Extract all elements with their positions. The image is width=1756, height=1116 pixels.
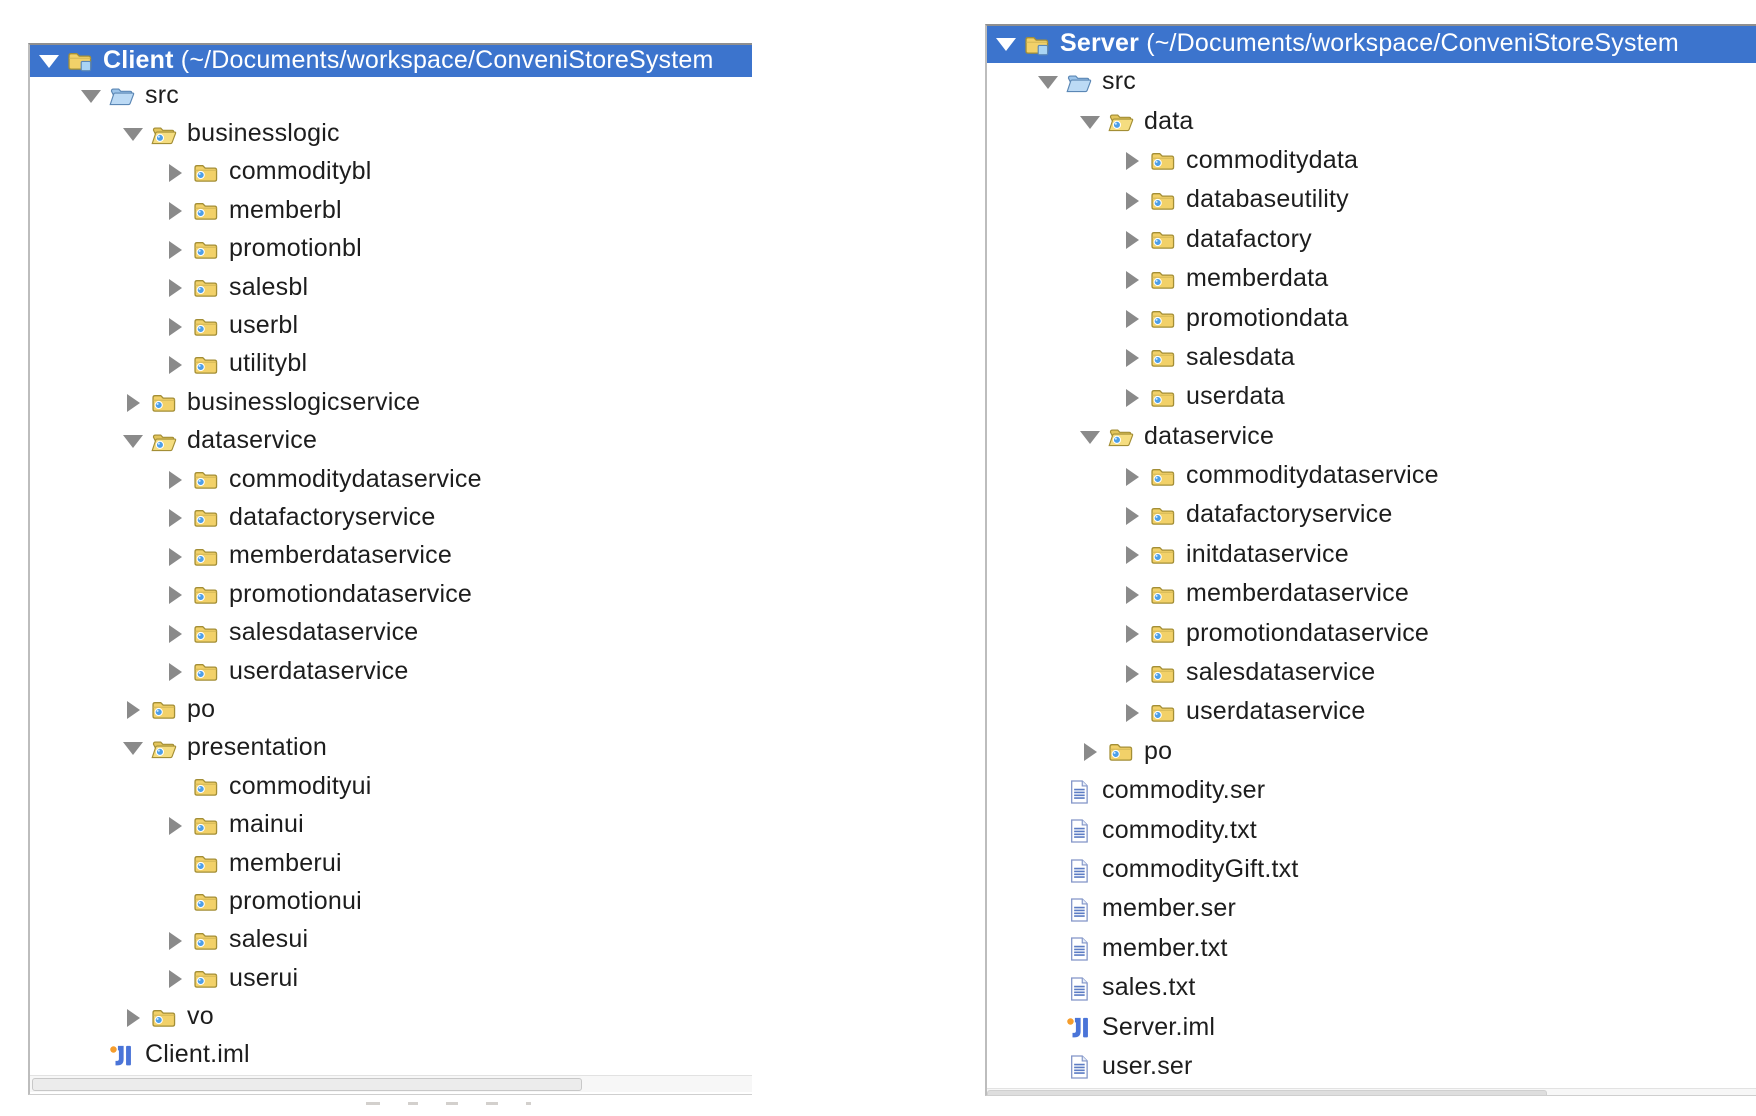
tree-row-label: datafactory [1186, 224, 1312, 253]
package-closed-icon [191, 774, 221, 800]
package-closed-icon [191, 198, 221, 224]
expand-arrow-icon[interactable] [1121, 310, 1143, 328]
package-closed-icon [191, 659, 221, 685]
tree-row-label: salesdataservice [1186, 658, 1376, 687]
expand-arrow-icon[interactable] [122, 701, 144, 719]
tree-row-vo[interactable] [30, 998, 752, 1036]
tree-row-label: memberdataservice [1186, 579, 1409, 608]
text-file-icon [1064, 897, 1094, 923]
package-closed-icon [1148, 700, 1178, 726]
expand-arrow-icon[interactable] [164, 817, 186, 835]
tree-row-label: commoditybl [229, 157, 372, 186]
tree-row-dataservice[interactable] [987, 418, 1756, 457]
expand-arrow-icon[interactable] [164, 202, 186, 220]
package-closed-icon [191, 467, 221, 493]
package-open-icon [1106, 424, 1136, 450]
tree-row-label: Server.iml [1102, 1012, 1216, 1041]
tree-row-label: dataservice [187, 426, 318, 455]
tree-row-label: src [1102, 67, 1136, 96]
expand-arrow-icon[interactable] [164, 970, 186, 988]
text-file-icon [1064, 779, 1094, 805]
tree-row-label: memberdata [1186, 264, 1329, 293]
tree-row-label: sales.txt [1102, 973, 1196, 1002]
package-closed-icon [1148, 227, 1178, 253]
tree-row-commoditydata[interactable] [987, 142, 1756, 181]
tree-row-label: userdataservice [229, 656, 409, 685]
package-closed-icon [1106, 739, 1136, 765]
source-folder-icon [1064, 70, 1094, 96]
package-closed-icon [191, 966, 221, 992]
tree-row-presentation[interactable] [30, 730, 752, 768]
tree-row-commoditybl[interactable] [30, 154, 752, 192]
collapse-arrow-icon[interactable] [1079, 116, 1101, 129]
expand-arrow-icon[interactable] [1121, 349, 1143, 367]
expand-arrow-icon[interactable] [164, 586, 186, 604]
tree-row-member-txt[interactable] [987, 930, 1756, 969]
collapse-arrow-icon[interactable] [122, 128, 144, 141]
expand-arrow-icon[interactable] [164, 164, 186, 182]
expand-arrow-icon[interactable] [1121, 625, 1143, 643]
expand-arrow-icon[interactable] [1121, 231, 1143, 249]
tree-row-businesslogic[interactable] [30, 115, 752, 153]
tree-row-server-iml[interactable] [987, 1008, 1756, 1047]
project-root-row[interactable] [987, 26, 1756, 63]
tree-row-mainui[interactable] [30, 806, 752, 844]
tree-row-userdata[interactable] [987, 378, 1756, 417]
project-name: Server [1060, 29, 1140, 57]
package-open-icon [1106, 109, 1136, 135]
tree-row-datafactoryservice[interactable] [30, 499, 752, 537]
tree-row-label: presentation [187, 733, 327, 762]
project-name: Client [103, 45, 174, 74]
tree-row-label: memberdataservice [229, 541, 452, 570]
text-file-icon [1064, 818, 1094, 844]
expand-arrow-icon[interactable] [164, 471, 186, 489]
package-closed-icon [1148, 188, 1178, 214]
client-horizontal-scrollbar[interactable] [30, 1075, 752, 1092]
package-closed-icon [1148, 464, 1178, 490]
tree-row-label: member.ser [1102, 894, 1236, 923]
tree-row-label: userui [229, 963, 299, 992]
expand-arrow-icon[interactable] [1121, 468, 1143, 486]
tree-row-label: userdata [1186, 382, 1285, 411]
tree-row-commodity-ser[interactable] [987, 772, 1756, 811]
tree-row-promotionbl[interactable] [30, 231, 752, 269]
tree-row-memberdata[interactable] [987, 260, 1756, 299]
expand-arrow-icon[interactable] [1121, 507, 1143, 525]
tree-row-label: po [187, 694, 216, 723]
module-iml-icon [1064, 1015, 1094, 1041]
text-file-icon [1064, 976, 1094, 1002]
expand-arrow-icon[interactable] [164, 548, 186, 566]
client-tree [30, 45, 752, 1075]
tree-row-po[interactable] [987, 733, 1756, 772]
expand-arrow-icon[interactable] [122, 394, 144, 412]
tree-row-label: promotionbl [229, 234, 362, 263]
package-closed-icon [1148, 267, 1178, 293]
source-folder-icon [107, 83, 137, 109]
tree-row-label: datafactoryservice [229, 502, 436, 531]
package-closed-icon [191, 275, 221, 301]
project-root-row[interactable] [30, 45, 752, 77]
tree-row-label: commodityGift.txt [1102, 855, 1299, 883]
tree-row-memberdataservice[interactable] [30, 538, 752, 576]
collapse-arrow-icon[interactable] [1037, 76, 1059, 89]
package-closed-icon [149, 697, 179, 723]
scrollbar-thumb[interactable] [987, 1090, 1547, 1096]
package-closed-icon [1148, 345, 1178, 371]
package-closed-icon [191, 851, 221, 877]
expand-arrow-icon[interactable] [164, 279, 186, 297]
tree-row-databaseutility[interactable] [987, 181, 1756, 220]
expand-arrow-icon[interactable] [1121, 546, 1143, 564]
package-open-icon [149, 429, 179, 455]
tree-row-memberdataservice[interactable] [987, 575, 1756, 614]
client-project-tree-panel [28, 43, 752, 1095]
tree-row-label: memberbl [229, 195, 342, 224]
tree-row-label: dataservice [1144, 421, 1275, 450]
tree-row-memberbl[interactable] [30, 192, 752, 230]
expand-arrow-icon[interactable] [1121, 389, 1143, 407]
tree-row-member-ser[interactable] [987, 890, 1756, 929]
tree-row-commodity-txt[interactable] [987, 811, 1756, 850]
tree-row-label: salesbl [229, 272, 309, 301]
package-open-icon [149, 736, 179, 762]
tree-row-userbl[interactable] [30, 307, 752, 345]
package-closed-icon [149, 390, 179, 416]
collapse-arrow-icon[interactable] [38, 55, 60, 68]
tree-row-label: po [1144, 736, 1173, 765]
expand-arrow-icon[interactable] [1121, 271, 1143, 289]
tree-row-salesdataservice[interactable] [987, 654, 1756, 693]
tree-row-businesslogicservice[interactable] [30, 384, 752, 422]
collapse-arrow-icon[interactable] [995, 38, 1017, 51]
tree-row-label: salesui [229, 925, 309, 954]
tree-row-label [1060, 29, 1679, 58]
tree-row-label: userbl [229, 311, 299, 340]
collapse-arrow-icon[interactable] [122, 742, 144, 755]
tree-row-po[interactable] [30, 691, 752, 729]
tree-row-sales-txt[interactable] [987, 969, 1756, 1008]
package-closed-icon [191, 582, 221, 608]
cropped-caption-artifact [366, 1102, 531, 1105]
expand-arrow-icon[interactable] [164, 318, 186, 336]
tree-row-label: commoditydataservice [1186, 461, 1439, 490]
package-closed-icon [1148, 385, 1178, 411]
expand-arrow-icon[interactable] [164, 241, 186, 259]
tree-row-label: commodityui [229, 771, 372, 800]
project-path: (~/Documents/workspace/ConveniStoreSystem [1139, 29, 1679, 57]
tree-row-label: src [145, 80, 179, 109]
tree-row-salesbl[interactable] [30, 269, 752, 307]
tree-row-memberui[interactable] [30, 845, 752, 883]
tree-row-commoditydataservice[interactable] [987, 457, 1756, 496]
expand-arrow-icon[interactable] [1121, 192, 1143, 210]
package-closed-icon [1148, 661, 1178, 687]
tree-row-label: salesdataservice [229, 618, 419, 647]
package-closed-icon [1148, 582, 1178, 608]
expand-arrow-icon[interactable] [1121, 665, 1143, 683]
package-closed-icon [1148, 621, 1178, 647]
tree-row-data[interactable] [987, 102, 1756, 141]
collapse-arrow-icon[interactable] [80, 90, 102, 103]
tree-row-label: commoditydataservice [229, 464, 482, 493]
tree-row-user-ser[interactable] [987, 1048, 1756, 1087]
package-open-icon [149, 122, 179, 148]
package-closed-icon [1148, 503, 1178, 529]
tree-row-userdataservice[interactable] [987, 693, 1756, 732]
tree-row-commoditydataservice[interactable] [30, 461, 752, 499]
expand-arrow-icon[interactable] [164, 663, 186, 681]
tree-row-promotionui[interactable] [30, 883, 752, 921]
tree-row-label: promotiondataservice [229, 579, 473, 608]
tree-row-label: commodity.ser [1102, 776, 1266, 805]
text-file-icon [1064, 936, 1094, 962]
expand-arrow-icon[interactable] [1121, 152, 1143, 170]
tree-row-client-iml[interactable] [30, 1037, 752, 1075]
tree-row-label: user.ser [1102, 1051, 1193, 1080]
tree-row-label: commoditydata [1186, 145, 1359, 174]
text-file-icon [1064, 1054, 1094, 1080]
tree-row-label: initdataservice [1186, 539, 1349, 568]
tree-row-src[interactable] [30, 77, 752, 115]
tree-row-userui[interactable] [30, 960, 752, 998]
package-closed-icon [191, 352, 221, 378]
module-iml-icon [107, 1043, 137, 1069]
server-project-tree-panel [985, 24, 1756, 1096]
collapse-arrow-icon[interactable] [1079, 431, 1101, 444]
package-closed-icon [191, 314, 221, 340]
expand-arrow-icon[interactable] [1121, 586, 1143, 604]
tree-row-label: promotionui [229, 886, 362, 915]
package-closed-icon [1148, 306, 1178, 332]
tree-row-promotiondata[interactable] [987, 299, 1756, 338]
project-folder-icon [1022, 32, 1052, 58]
tree-row-label: promotiondataservice [1186, 618, 1430, 647]
tree-row-label: data [1144, 106, 1194, 135]
package-closed-icon [149, 1005, 179, 1031]
tree-row-label: businesslogicservice [187, 387, 421, 416]
tree-row-label: salesdata [1186, 342, 1295, 371]
tree-row-label: businesslogic [187, 119, 340, 148]
tree-row-salesui[interactable] [30, 922, 752, 960]
tree-row-datafactory[interactable] [987, 221, 1756, 260]
tree-row-label: vo [187, 1002, 214, 1031]
expand-arrow-icon[interactable] [164, 356, 186, 374]
text-file-icon [1064, 858, 1094, 884]
tree-row-userdataservice[interactable] [30, 653, 752, 691]
expand-arrow-icon[interactable] [122, 1009, 144, 1027]
tree-row-commoditygift-txt[interactable] [987, 851, 1756, 890]
tree-row-label: member.txt [1102, 933, 1228, 962]
expand-arrow-icon[interactable] [164, 509, 186, 527]
package-closed-icon [191, 889, 221, 915]
expand-arrow-icon[interactable] [1121, 704, 1143, 722]
server-horizontal-scrollbar[interactable] [987, 1088, 1756, 1096]
tree-row-label: mainui [229, 810, 304, 839]
tree-row-label: promotiondata [1186, 303, 1349, 332]
tree-row-salesdataservice[interactable] [30, 614, 752, 652]
package-closed-icon [191, 621, 221, 647]
tree-row-label: userdataservice [1186, 697, 1366, 726]
package-closed-icon [1148, 542, 1178, 568]
tree-row-initdataservice[interactable] [987, 536, 1756, 575]
tree-row-label: databaseutility [1186, 185, 1349, 214]
package-closed-icon [191, 928, 221, 954]
scrollbar-thumb[interactable] [32, 1078, 582, 1091]
tree-row-src[interactable] [987, 63, 1756, 102]
project-path: (~/Documents/workspace/ConveniStoreSystem [173, 45, 714, 74]
tree-row-dataservice[interactable] [30, 423, 752, 461]
tree-row-label: datafactoryservice [1186, 500, 1393, 529]
tree-row-commodityui[interactable] [30, 768, 752, 806]
package-closed-icon [191, 237, 221, 263]
tree-row-datafactoryservice[interactable] [987, 496, 1756, 535]
server-tree [987, 26, 1756, 1087]
tree-row-label: Client.iml [145, 1040, 250, 1069]
package-closed-icon [191, 544, 221, 570]
collapse-arrow-icon[interactable] [122, 435, 144, 448]
tree-row-label: utilitybl [229, 349, 308, 378]
expand-arrow-icon[interactable] [164, 625, 186, 643]
tree-row-salesdata[interactable] [987, 339, 1756, 378]
tree-row-promotiondataservice[interactable] [30, 576, 752, 614]
package-closed-icon [1148, 148, 1178, 174]
package-closed-icon [191, 505, 221, 531]
tree-row-label [103, 46, 714, 75]
tree-row-promotiondataservice[interactable] [987, 614, 1756, 653]
tree-row-label: memberui [229, 848, 342, 877]
expand-arrow-icon[interactable] [1079, 743, 1101, 761]
expand-arrow-icon[interactable] [164, 932, 186, 950]
tree-row-utilitybl[interactable] [30, 346, 752, 384]
project-folder-icon [65, 48, 95, 74]
package-closed-icon [191, 813, 221, 839]
package-closed-icon [191, 160, 221, 186]
tree-row-label: commodity.txt [1102, 815, 1257, 844]
